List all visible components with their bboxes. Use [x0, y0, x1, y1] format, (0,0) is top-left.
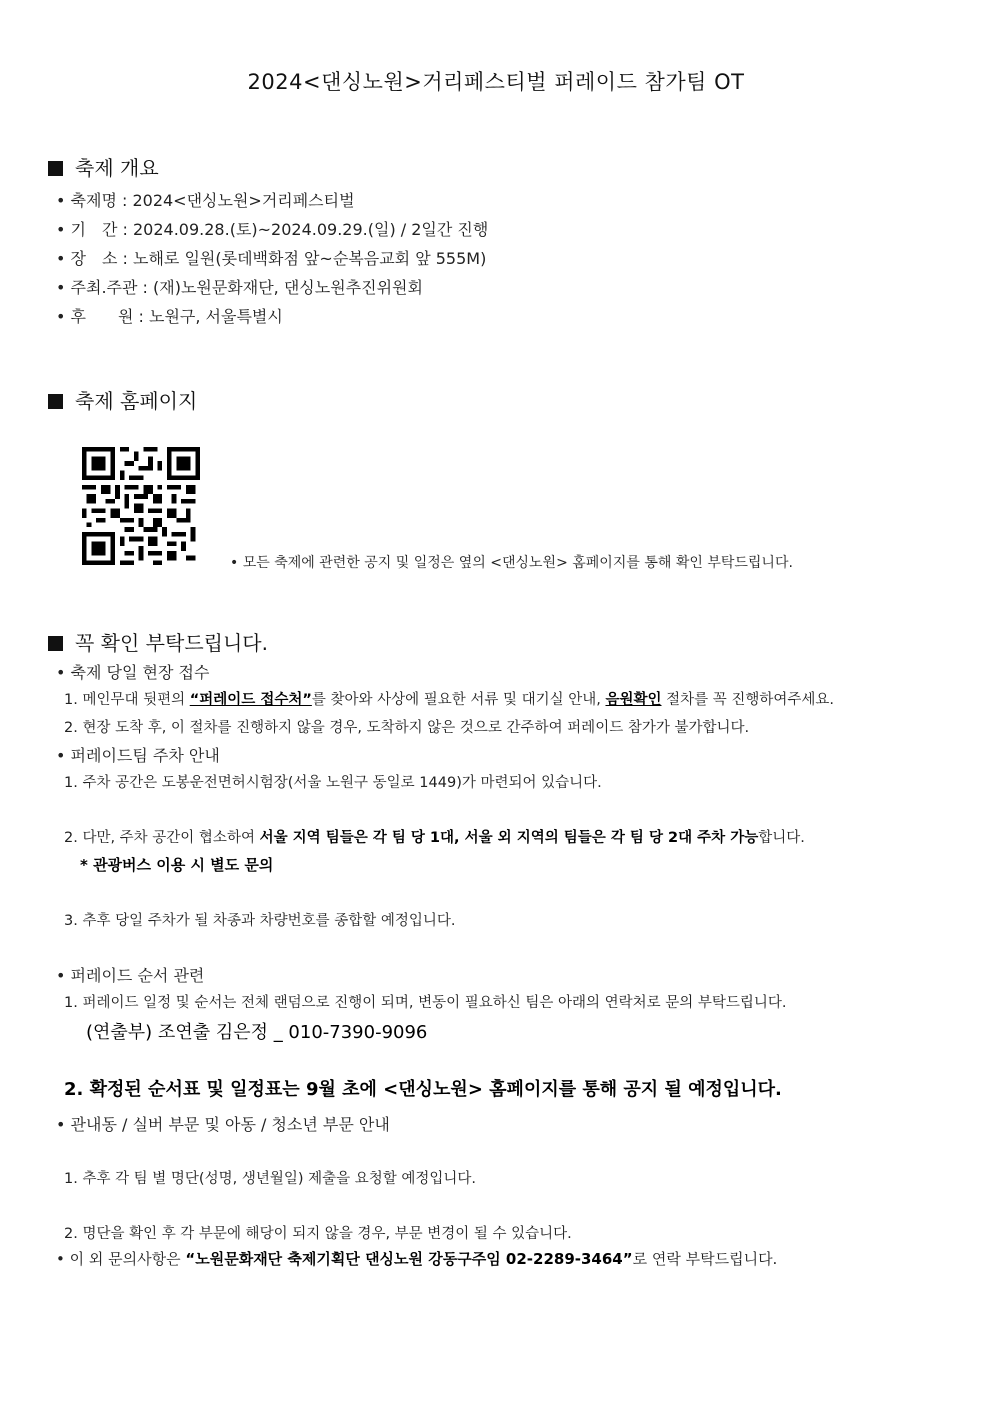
parking-note: * 관광버스 이용 시 별도 문의 — [80, 856, 274, 874]
section-heading-overview: 축제 개요 — [48, 152, 159, 181]
onsite-label: • 축제 당일 현장 접수 — [56, 663, 210, 682]
overview-item: • 주최.주관 : (재)노원문화재단, 댄싱노원추진위원회 — [56, 278, 423, 297]
onsite-item-1: 1. 메인무대 뒷편의 “퍼레이드 접수처”를 찾아와 사상에 필요한 서류 및 대기실 안내, 음원확인 절차를 꼭 진행하여주세요. — [64, 692, 835, 708]
overview-item: • 기 간 : 2024.09.28.(토)~2024.09.29.(일) / 2일간 진행 — [56, 220, 489, 239]
parking-item-2: 2. 다만, 주차 공간이 협소하여 서울 지역 팀들은 각 팀 당 1대, 서울 외 지역의 팀들은 각 팀 당 2대 주차 가능합니다. — [64, 830, 805, 846]
overview-item: • 후 원 : 노원구, 서울특별시 — [56, 307, 283, 326]
order-item-2: 2. 확정된 순서표 및 일정표는 9월 초에 <댄싱노원> 홈페이지를 통해 공지 될 예정입니다. — [64, 1079, 782, 1100]
overview-item: • 장 소 : 노해로 일원(롯데백화점 앞~순복음교회 앞 555M) — [56, 249, 487, 268]
onsite-item-2: 2. 현장 도착 후, 이 절차를 진행하지 않을 경우, 도착하지 않은 것으로 간주하여 퍼레이드 참가가 불가합니다. — [64, 720, 750, 736]
section-heading-check: 꼭 확인 부탁드립니다. — [48, 627, 268, 656]
page-title: 2024<댄싱노원>거리페스티벌 퍼레이드 참가팀 OT — [247, 70, 745, 94]
other-inquiry: • 이 외 문의사항은 “노원문화재단 축제기획단 댄싱노원 강동구주임 02-2289-3464”로 연락 부탁드립니다. — [56, 1250, 778, 1268]
division-item-2: 2. 명단을 확인 후 각 부문에 해당이 되지 않을 경우, 부문 변경이 될 수 있습니다. — [64, 1226, 572, 1242]
homepage-note: • 모든 축제에 관련한 공지 및 일정은 옆의 <댄싱노원> 홈페이지를 통해 확인 부탁드립니다. — [230, 555, 793, 571]
qr-code-icon[interactable] — [82, 447, 200, 565]
square-bullet-icon — [48, 636, 63, 651]
parking-item-3: 3. 추후 당일 주차가 될 차종과 차량번호를 종합할 예정입니다. — [64, 913, 456, 929]
square-bullet-icon — [48, 394, 63, 409]
parking-item-1: 1. 주차 공간은 도봉운전면허시험장(서울 노원구 동일로 1449)가 마련되어 있습니다. — [64, 775, 602, 791]
division-item-1: 1. 추후 각 팀 별 명단(성명, 생년월일) 제출을 요청할 예정입니다. — [64, 1171, 477, 1187]
section-heading-homepage: 축제 홈페이지 — [48, 385, 197, 414]
order-label: • 퍼레이드 순서 관련 — [56, 966, 205, 985]
order-contact: (연출부) 조연출 김은정 _ 010-7390-9096 — [86, 1022, 428, 1043]
square-bullet-icon — [48, 161, 63, 176]
parking-label: • 퍼레이드팀 주차 안내 — [56, 746, 220, 765]
division-label: • 관내동 / 실버 부문 및 아동 / 청소년 부문 안내 — [56, 1115, 390, 1134]
order-item-1: 1. 퍼레이드 일정 및 순서는 전체 랜덤으로 진행이 되며, 변동이 필요하신 팀은 아래의 연락처로 문의 부탁드립니다. — [64, 995, 787, 1011]
overview-item: • 축제명 : 2024<댄싱노원>거리페스티벌 — [56, 191, 355, 210]
